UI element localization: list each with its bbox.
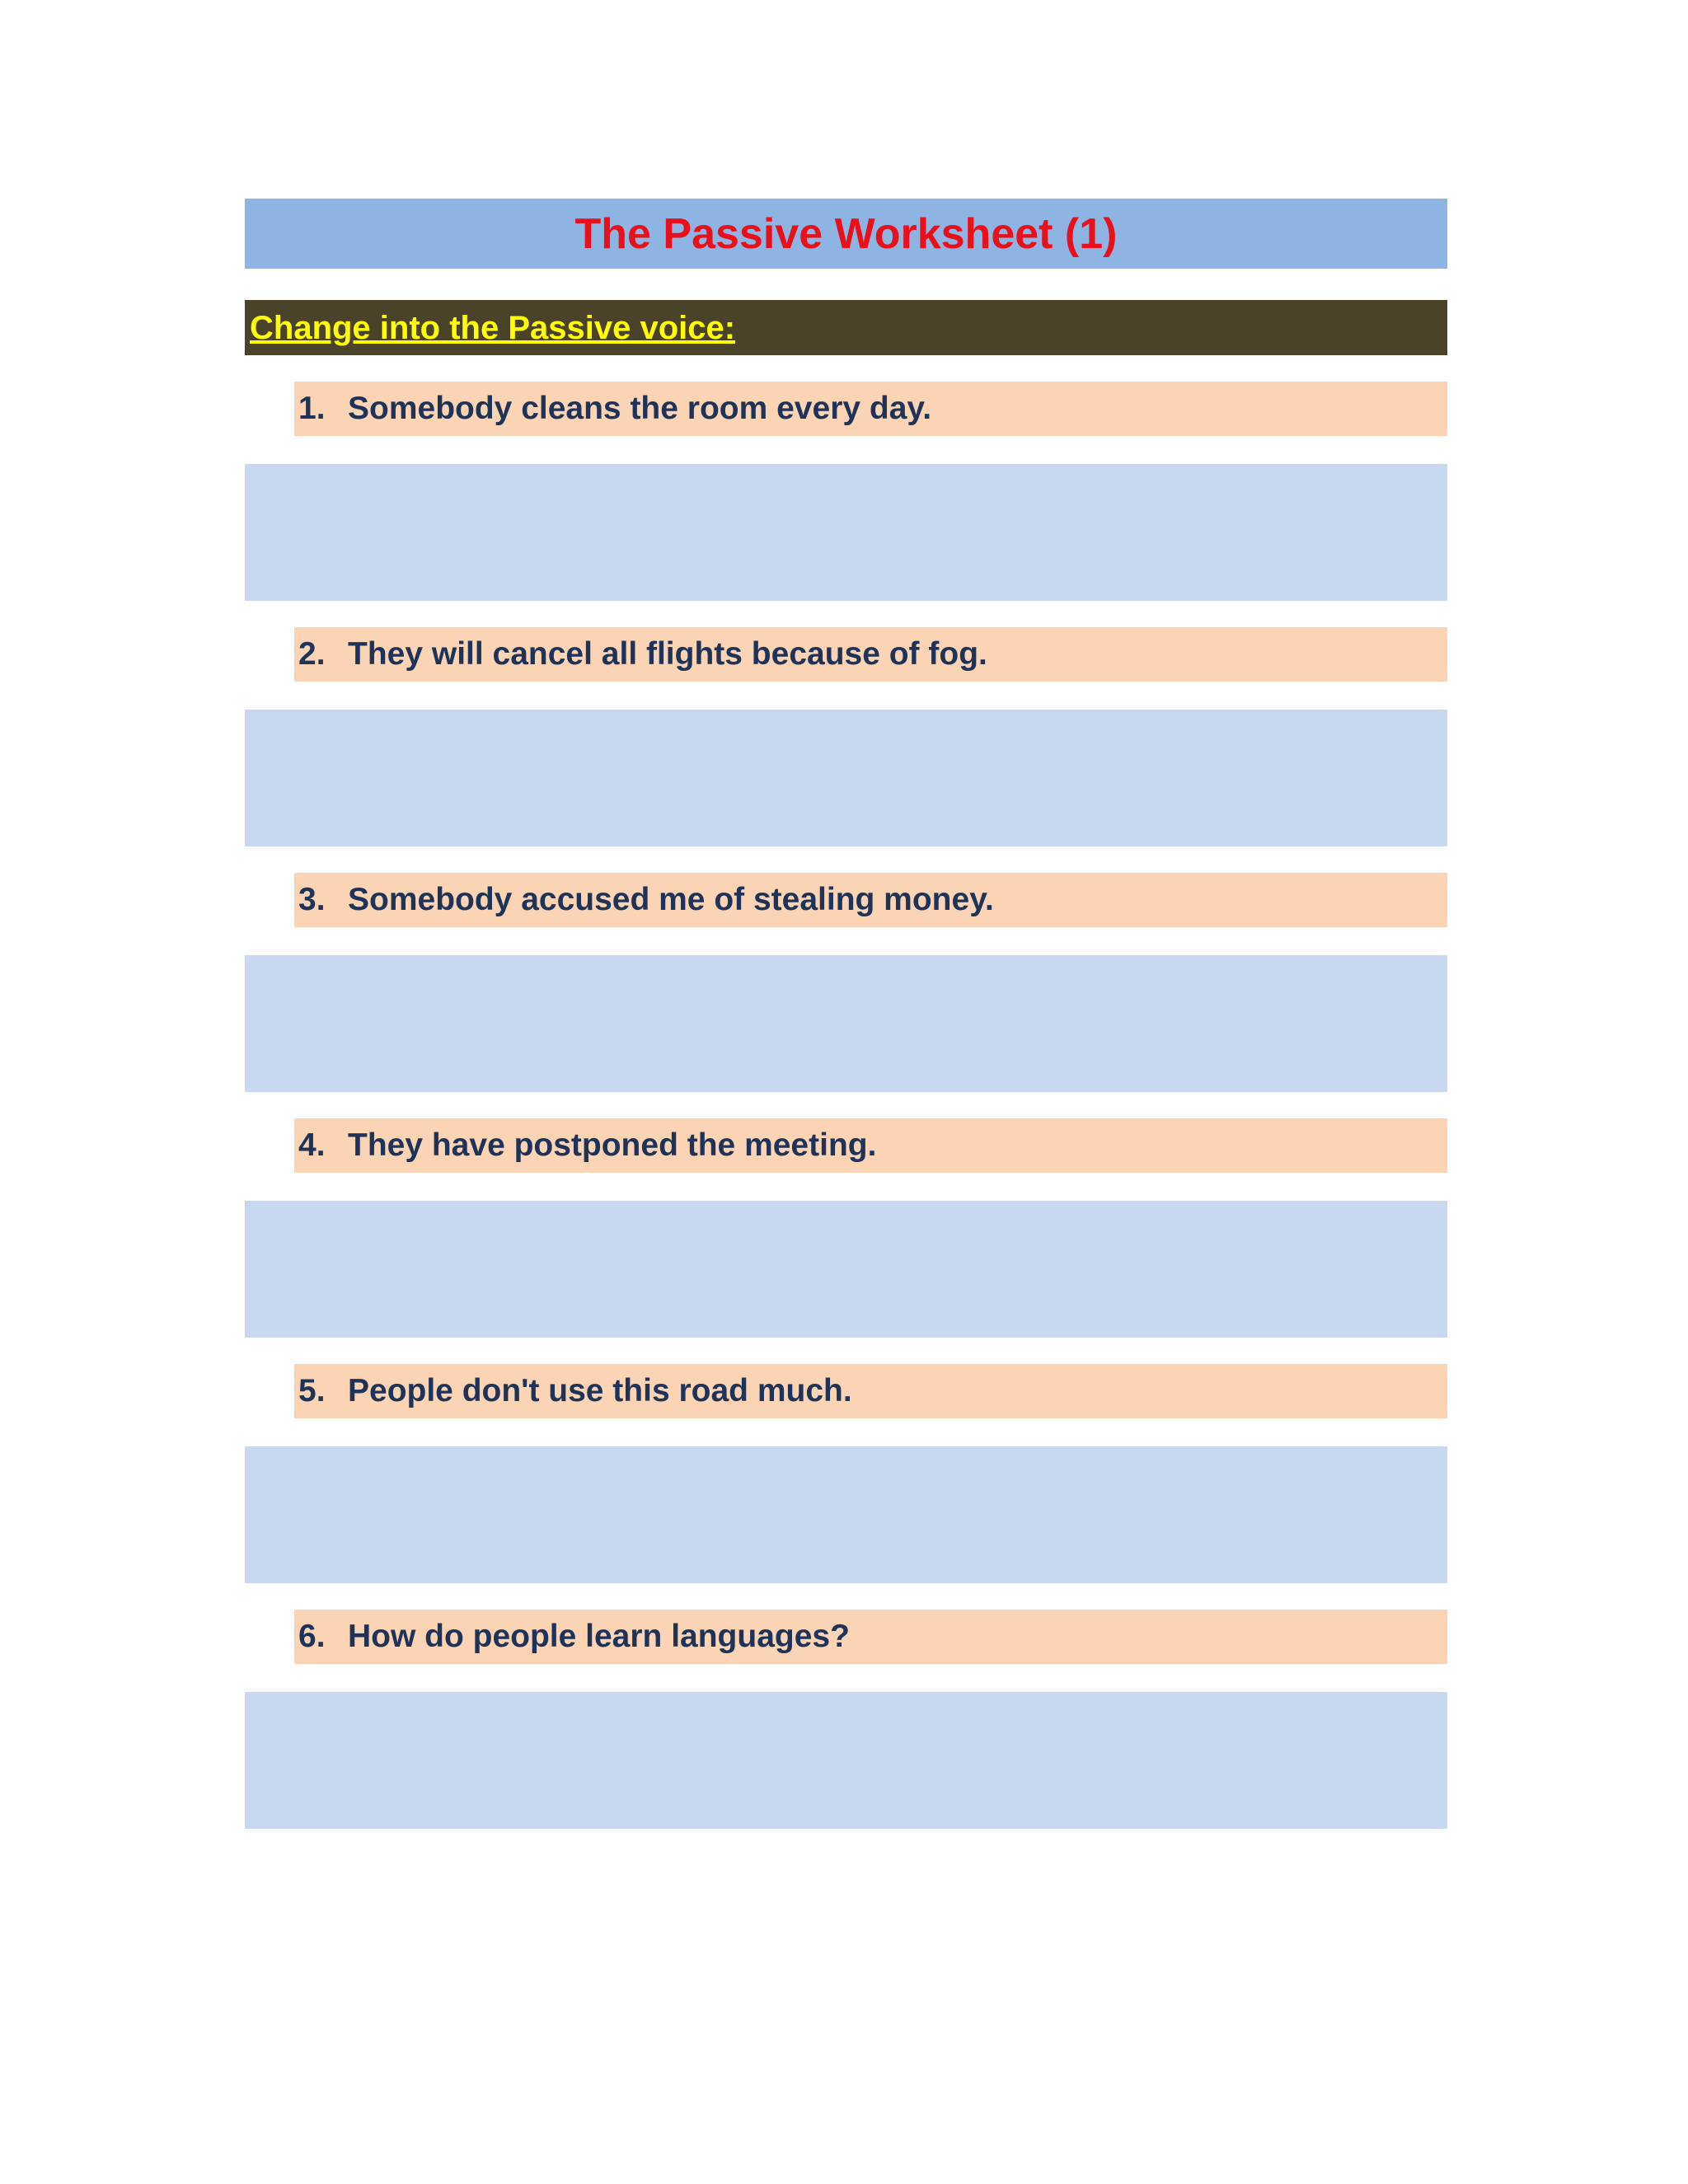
question-item-5 (245, 1364, 1447, 1583)
question-text: How do people learn languages? (348, 1619, 850, 1654)
question-bar (294, 1610, 1447, 1664)
answer-box-2[interactable] (245, 710, 1447, 846)
question-text: People don't use this road much. (348, 1373, 852, 1408)
question-number: 1. (298, 391, 326, 426)
question-item-1 (245, 382, 1447, 601)
question-number: 4. (298, 1127, 326, 1163)
question-item-2 (245, 627, 1447, 846)
question-number: 5. (298, 1373, 326, 1408)
title-bar (245, 199, 1447, 269)
question-text: Somebody accused me of stealing money. (348, 882, 994, 917)
question-bar (294, 627, 1447, 682)
worksheet-title: The Passive Worksheet (1) (574, 209, 1118, 258)
question-bar (294, 1364, 1447, 1418)
question-number: 3. (298, 882, 326, 917)
question-number: 6. (298, 1619, 326, 1654)
question-bar (294, 873, 1447, 927)
question-item-4 (245, 1118, 1447, 1338)
question-list (245, 382, 1447, 1829)
question-bar (294, 1118, 1447, 1173)
worksheet-page (245, 199, 1447, 1829)
answer-box-1[interactable] (245, 464, 1447, 601)
question-item-6 (245, 1610, 1447, 1829)
answer-box-6[interactable] (245, 1692, 1447, 1829)
answer-box-5[interactable] (245, 1446, 1447, 1583)
instruction-text: Change into the Passive voice: (250, 309, 736, 346)
question-number: 2. (298, 636, 326, 672)
instruction-bar (245, 300, 1447, 355)
question-item-3 (245, 873, 1447, 1092)
answer-box-4[interactable] (245, 1201, 1447, 1338)
question-text: Somebody cleans the room every day. (348, 391, 932, 426)
question-text: They will cancel all flights because of fog. (348, 636, 987, 672)
answer-box-3[interactable] (245, 955, 1447, 1092)
question-bar (294, 382, 1447, 436)
question-text: They have postponed the meeting. (348, 1127, 877, 1163)
